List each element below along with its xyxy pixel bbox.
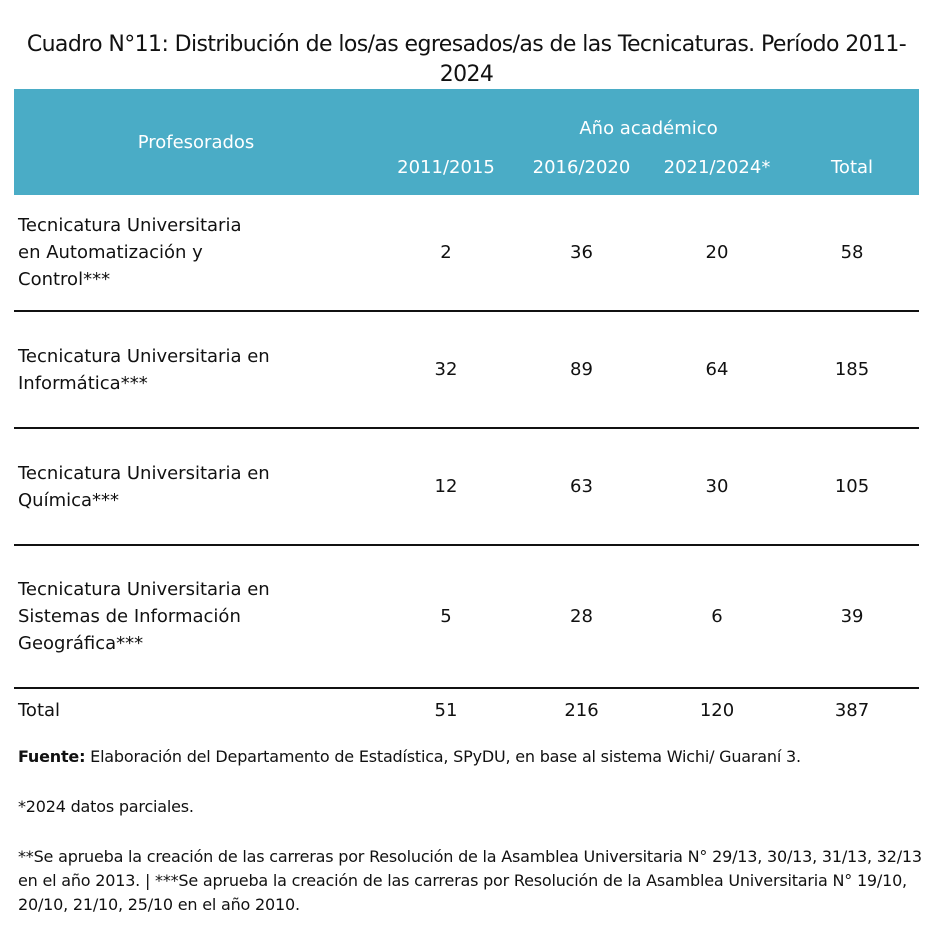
row-total: 39 <box>785 545 919 688</box>
row-value: 30 <box>649 428 785 545</box>
row-value: 28 <box>514 545 649 688</box>
row-value: 6 <box>649 545 785 688</box>
header-col-2011-2015: 2011/2015 <box>378 141 514 195</box>
row-value: 32 <box>378 311 514 428</box>
table-row <box>14 428 919 545</box>
source-note <box>18 745 923 769</box>
row-value: 36 <box>570 242 593 263</box>
header-academic-year: Año académico <box>378 89 919 141</box>
header-col-total: Total <box>785 141 919 195</box>
table-row <box>14 545 919 688</box>
total-value: 387 <box>785 688 919 731</box>
row-name: Tecnicatura Universitaria en Automatización y Control*** <box>18 215 242 290</box>
row-total: 58 <box>840 242 864 263</box>
total-value: 120 <box>649 688 785 731</box>
row-total: 185 <box>785 311 919 428</box>
header-col-2016-2020: 2016/2020 <box>514 141 649 195</box>
row-value: 63 <box>514 428 649 545</box>
row-value: 89 <box>514 311 649 428</box>
source-label: Fuente: <box>18 747 86 766</box>
total-value: 216 <box>514 688 649 731</box>
header-profesorados: Profesorados <box>14 89 378 195</box>
row-value: 2 <box>440 242 452 263</box>
header-col-2021-2024: 2021/2024* <box>649 141 785 195</box>
row-value: 64 <box>649 311 785 428</box>
partial-data-note: *2024 datos parciales. <box>18 797 194 816</box>
table-notes <box>18 745 923 917</box>
table-row <box>14 195 919 311</box>
graduates-table <box>14 89 919 731</box>
table-title: Cuadro N°11: Distribución de los/as egresados/as de las Tecnicaturas. Período 2011-2024 <box>26 32 907 87</box>
row-value: 12 <box>378 428 514 545</box>
source-text: Elaboración del Departamento de Estadística, SPyDU, en base al sistema Wichi/ Guaraní 3. <box>90 747 801 766</box>
row-value: 20 <box>705 242 729 263</box>
total-label: Total <box>14 688 378 731</box>
total-value: 51 <box>378 688 514 731</box>
table-row <box>14 311 919 428</box>
row-value: 5 <box>378 545 514 688</box>
total-row <box>14 688 919 731</box>
row-total: 105 <box>785 428 919 545</box>
row-name: Tecnicatura Universitaria en Informática*** <box>14 311 378 428</box>
row-name: Tecnicatura Universitaria en Química*** <box>14 428 378 545</box>
resolution-note: **Se aprueba la creación de las carreras por Resolución de la Asamblea Universitaria N° 29/13, 30/13, 31/13, 32/13 en el año 2013. | ***Se aprueba la creación de las carreras por Resolución de la Asamblea Universitaria N° 19/10, 20/10, 21/10, 25/10 en el año 2010. <box>18 847 922 914</box>
row-name: Tecnicatura Universitaria en Sistemas de Información Geográfica*** <box>14 545 378 688</box>
